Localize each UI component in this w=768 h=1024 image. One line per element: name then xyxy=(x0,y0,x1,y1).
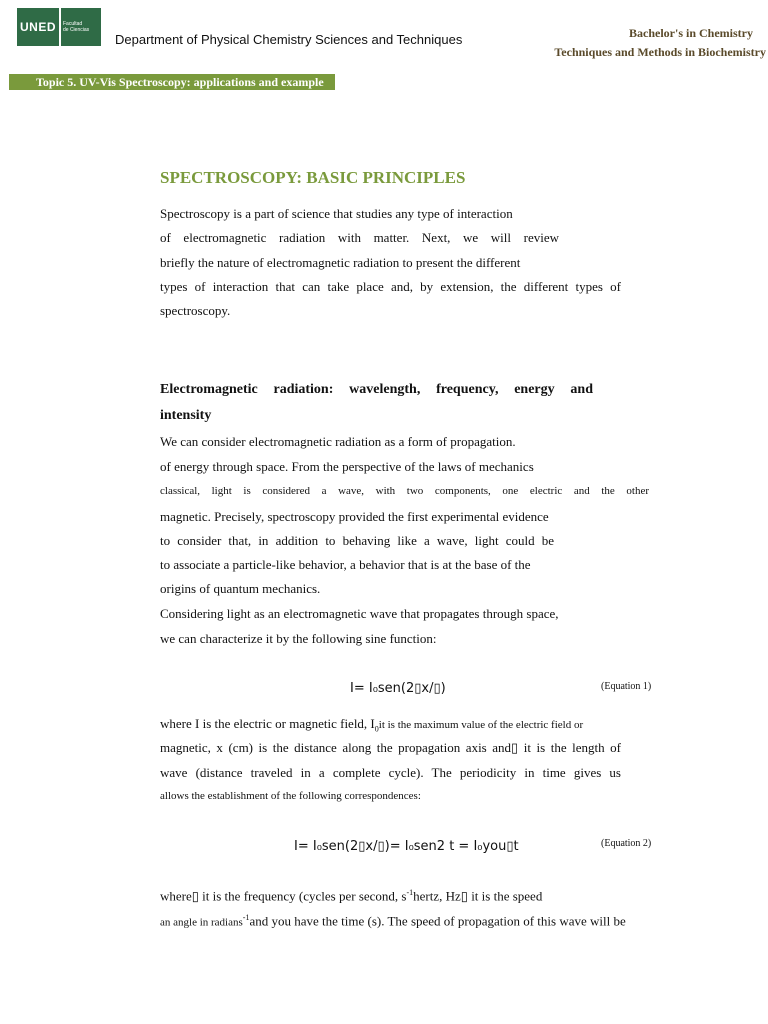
body-line: allows the establishment of the following correspondences: xyxy=(160,790,421,802)
body-line: magnetic, x (cm) is the distance along the propagation axis and▯ it is the length of xyxy=(160,740,621,755)
equation-1-label: (Equation 1) xyxy=(601,681,652,692)
body-line xyxy=(160,716,583,734)
body-line xyxy=(160,913,626,929)
body-line: of energy through space. From the perspective of the laws of mechanics xyxy=(160,459,534,474)
body-line: We can consider electromagnetic radiation as a form of propagation. xyxy=(160,434,516,449)
equation-2-label: (Equation 2) xyxy=(601,838,652,849)
intro-line: of electromagnetic radiation with matter. Next, we will review xyxy=(160,230,559,245)
logo-faculty-line2: de Ciencias xyxy=(63,27,90,33)
body-line xyxy=(160,888,542,904)
logo-mark: UNED xyxy=(17,8,59,46)
section-title: SPECTROSCOPY: BASIC PRINCIPLES xyxy=(160,168,466,187)
text-run: it is the maximum value of the electric field or xyxy=(378,719,584,731)
body-line: to associate a particle-like behavior, a behavior that is at the base of the xyxy=(160,557,531,572)
subsection-title: Electromagnetic radiation: wavelength, frequency, energy and xyxy=(160,382,593,397)
course-info xyxy=(554,24,766,62)
text-run: hertz, Hz▯ it is the speed xyxy=(413,888,543,904)
body-line: we can characterize it by the following sine function: xyxy=(160,631,437,646)
text-run: where I is the electric or magnetic field, I xyxy=(160,716,375,731)
body-line: wave (distance traveled in a complete cycle). The periodicity in time gives us xyxy=(160,765,621,780)
body-line: to consider that, in addition to behaving like a wave, light could be xyxy=(160,533,554,548)
course-name: Techniques and Methods in Biochemistry xyxy=(554,45,766,59)
uned-logo xyxy=(17,8,101,46)
logo-faculty xyxy=(61,8,101,46)
intro-line: types of interaction that can take place and, by extension, the different types of xyxy=(160,279,621,294)
superscript: -1 xyxy=(242,913,250,922)
text-run: where▯ it is the frequency (cycles per second, s xyxy=(160,888,407,904)
subsection-title-cont: intensity xyxy=(160,408,212,423)
intro-line: briefly the nature of electromagnetic radiation to present the different xyxy=(160,255,521,270)
body-line: magnetic. Precisely, spectroscopy provided the first experimental evidence xyxy=(160,509,549,524)
intro-line: Spectroscopy is a part of science that studies any type of interaction xyxy=(160,206,513,221)
subscript: 0 xyxy=(374,724,379,734)
equation-1: I= I₀sen(2▯x/▯) xyxy=(350,681,446,696)
body-line: origins of quantum mechanics. xyxy=(160,581,321,596)
text-run: and you have the time (s). The speed of propagation of this wave will be xyxy=(249,913,626,929)
text-run: an angle in radians xyxy=(160,916,243,929)
logo-faculty-line1: Facultad xyxy=(63,21,83,27)
equation-2: I= I₀sen(2▯x/▯)= I₀sen2 t = I₀you▯t xyxy=(294,839,519,854)
degree-name: Bachelor's in Chemistry xyxy=(629,26,753,40)
topic-banner: Topic 5. UV-Vis Spectroscopy: applications and example xyxy=(9,74,335,90)
department-name: Department of Physical Chemistry Sciences and Techniques xyxy=(115,32,463,47)
intro-line: spectroscopy. xyxy=(160,303,231,318)
body-line: Considering light as an electromagnetic wave that propagates through space, xyxy=(160,606,559,621)
superscript: -1 xyxy=(406,888,414,897)
body-line: classical, light is considered a wave, with two components, one electric and the other xyxy=(160,485,649,497)
